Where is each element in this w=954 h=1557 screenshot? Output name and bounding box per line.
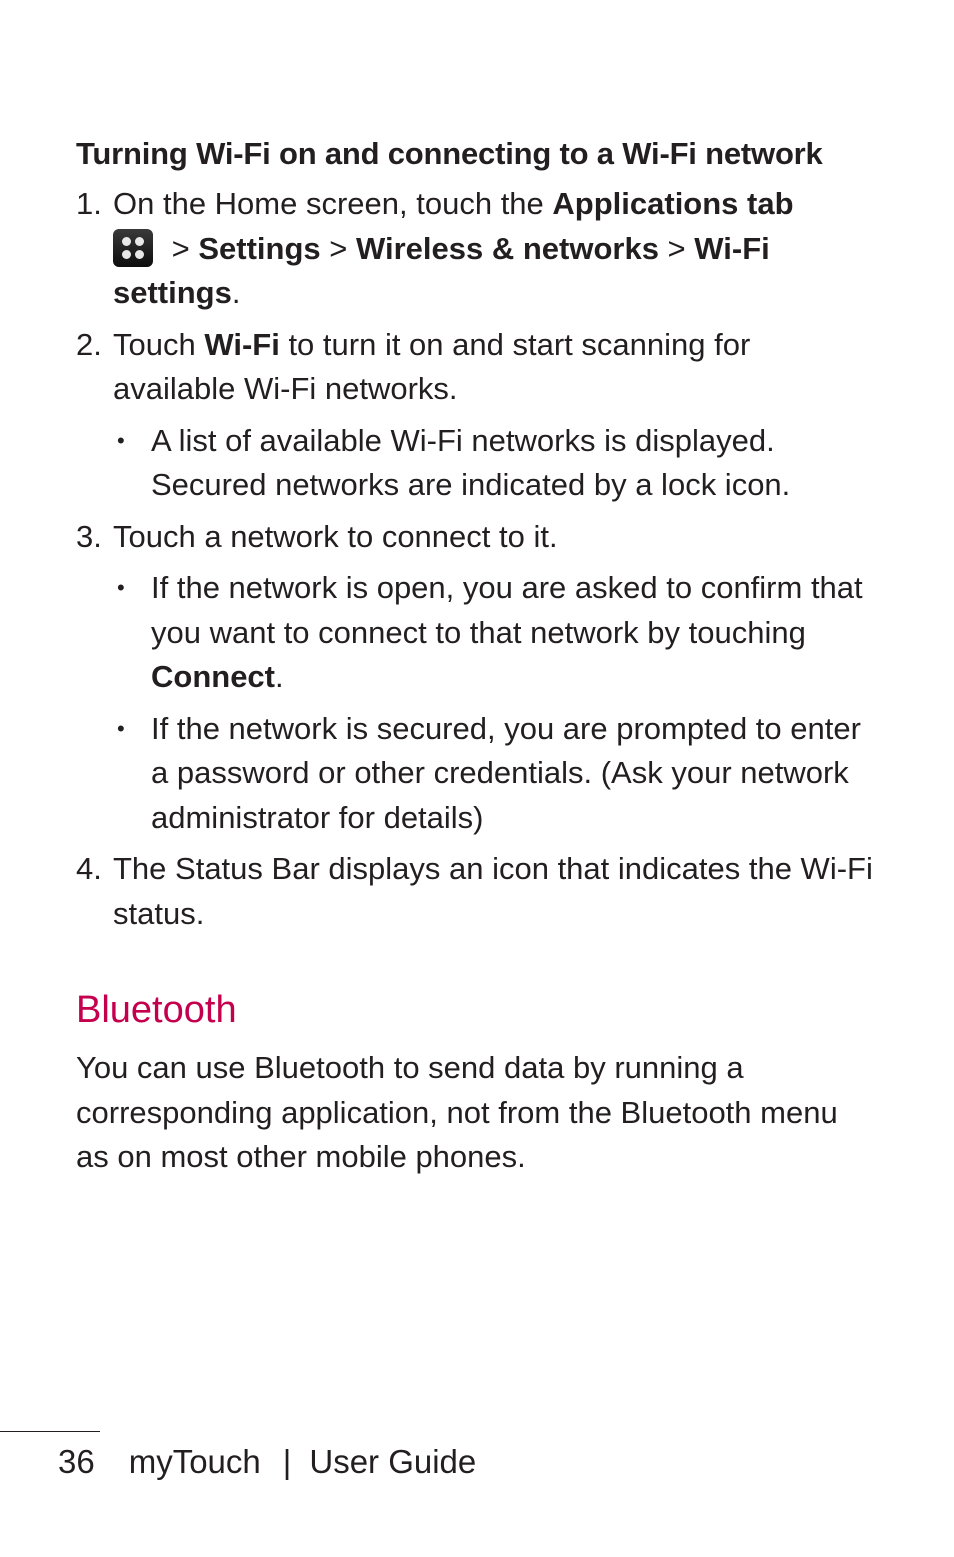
step-3-bullets bbox=[113, 566, 876, 840]
footer-separator: | bbox=[282, 1443, 292, 1480]
page-footer bbox=[58, 1440, 476, 1484]
footer-divider bbox=[0, 1431, 100, 1432]
path-separator: > bbox=[163, 230, 199, 266]
bullet-item bbox=[113, 566, 876, 700]
step-4 bbox=[76, 847, 876, 936]
page-content bbox=[76, 132, 876, 1180]
settings-label: Settings bbox=[198, 230, 321, 266]
bullet-dot-icon: • bbox=[117, 427, 125, 453]
step-2 bbox=[76, 323, 876, 508]
footer-brand: myTouch bbox=[128, 1443, 261, 1480]
bullet-text: A list of available Wi-Fi networks is displayed. Secured networks are indicated by a lock icon. bbox=[151, 422, 791, 502]
bullet-item bbox=[113, 707, 876, 841]
page-number: 36 bbox=[58, 1443, 95, 1480]
bullet-dot-icon: • bbox=[117, 715, 125, 741]
path-separator: > bbox=[320, 230, 356, 266]
applications-tab-label: Applications tab bbox=[552, 186, 794, 221]
step-text: On the Home screen, touch the bbox=[113, 186, 553, 221]
wireless-networks-label: Wireless & networks bbox=[355, 230, 659, 266]
bluetooth-heading: Bluetooth bbox=[76, 989, 237, 1031]
step-text: to turn it on and start scanning for available Wi-Fi networks. bbox=[113, 326, 751, 406]
bullet-text: If the network is secured, you are prompted to enter a password or other credentials. (Ask your network administrator for details) bbox=[151, 710, 861, 835]
bluetooth-paragraph: You can use Bluetooth to send data by running a corresponding application, not from the Bluetooth menu as on most other mobile phones. bbox=[76, 1050, 838, 1174]
bullet-dot-icon: • bbox=[117, 575, 125, 600]
wifi-label: Wi-Fi bbox=[204, 326, 280, 362]
step-2-bullets bbox=[113, 419, 876, 508]
wifi-steps bbox=[76, 182, 876, 936]
step-number: 2. bbox=[76, 326, 102, 362]
applications-grid-icon bbox=[113, 229, 153, 267]
wifi-subheading: Turning Wi-Fi on and connecting to a Wi-Fi network bbox=[76, 136, 823, 171]
step-1 bbox=[76, 182, 876, 316]
step-number: 3. bbox=[76, 518, 102, 554]
path-separator: > bbox=[658, 230, 695, 266]
step-text-end: . bbox=[231, 275, 241, 310]
step-number: 1. bbox=[76, 186, 102, 221]
step-text: Touch bbox=[113, 326, 205, 362]
footer-guide-title: User Guide bbox=[309, 1443, 477, 1480]
connect-label: Connect bbox=[151, 659, 275, 694]
wifi-settings-label: Wi-Fi settings bbox=[113, 230, 770, 310]
bullet-text-end: . bbox=[275, 659, 284, 694]
step-number: 4. bbox=[76, 851, 102, 886]
step-3 bbox=[76, 515, 876, 841]
step-text: The Status Bar displays an icon that indicates the Wi-Fi status. bbox=[113, 851, 873, 931]
bullet-item bbox=[113, 419, 876, 508]
step-text: Touch a network to connect to it. bbox=[113, 518, 558, 554]
bullet-text: If the network is open, you are asked to confirm that you want to connect to that network by touching bbox=[151, 570, 863, 650]
